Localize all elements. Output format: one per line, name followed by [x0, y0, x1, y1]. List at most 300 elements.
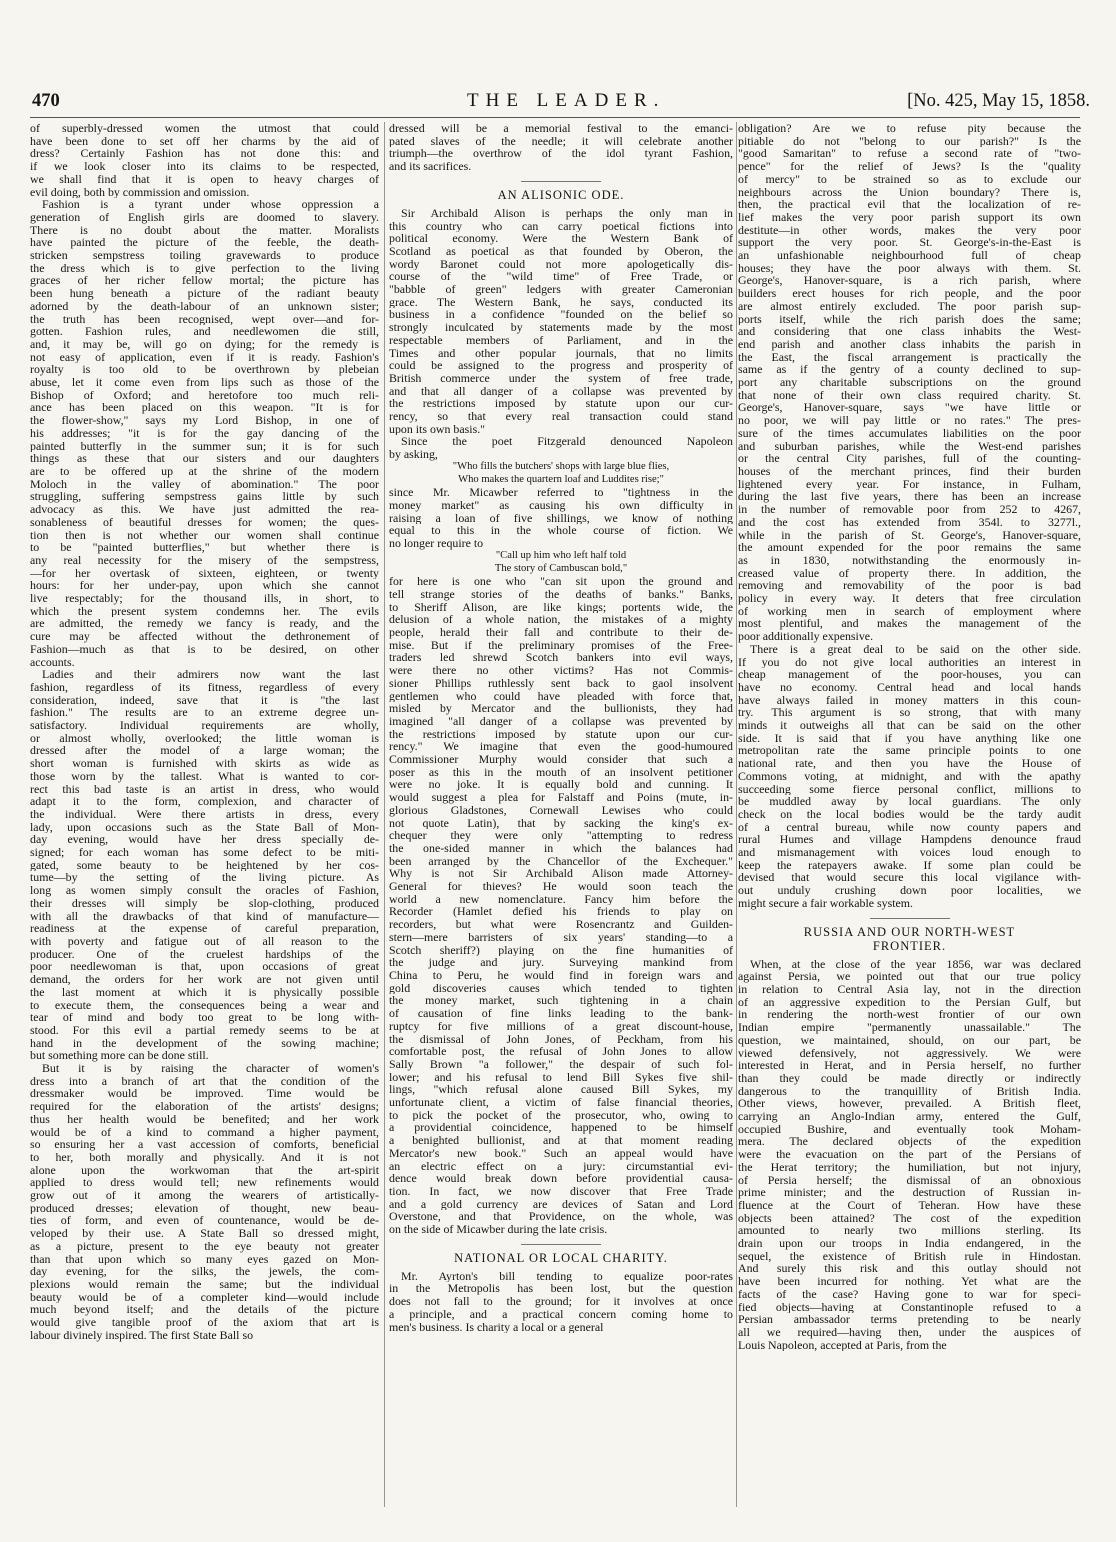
- text-line: have been incurred for nothing. Yet what are the: [738, 1275, 1081, 1288]
- text-line: then, the practical evil that the localization of re-: [738, 198, 1081, 211]
- text-line: "babble of green" ledgers with greater Cameronian: [389, 283, 733, 296]
- text-line: interested in Herat, and in Persia herself, no further: [738, 1059, 1081, 1072]
- text-line: dress? Certainly Fashion has not done this: and: [30, 147, 379, 161]
- text-line: fashion." The results are to an extreme degree un-: [30, 706, 379, 720]
- text-line: and the cost has extended from 354l. to 3277l.,: [738, 515, 1081, 529]
- text-line: could be assigned to the progress and prosperity of: [389, 359, 733, 372]
- text-line: than that upon which so many eyes gazed on Mon-: [30, 1252, 379, 1266]
- text-line: poor needlewoman is that, upon occasions of great: [30, 960, 379, 974]
- text-line: chequer they were only "attempting to redress: [389, 829, 733, 842]
- column-divider: [736, 122, 737, 1507]
- text-line: day evening, would have her dress specially de-: [30, 833, 379, 847]
- text-line: George's, Hanover-square, says "we have little or: [738, 401, 1081, 415]
- text-line: than they could be made directly or indirectly: [738, 1071, 1081, 1085]
- text-line: much beyond itself; and the details of the picture: [30, 1303, 379, 1317]
- text-line: ruptcy for five millions of a great discount-house,: [389, 1019, 733, 1033]
- text-line: minds it outweighs all that can be said on the other: [738, 719, 1081, 732]
- text-line: tell strange stories of the deaths of banks." Banks,: [389, 587, 733, 601]
- text-line: producer. One of the cruelest hardships of the: [30, 947, 379, 961]
- newspaper-title: THE LEADER.: [467, 90, 666, 111]
- text-line: gotten. Fashion rules, and needlewomen die still,: [30, 325, 379, 338]
- text-line: would be of a kind to command a higher payment,: [30, 1125, 379, 1139]
- text-line: produced dresses; elevation of thought, new beau-: [30, 1201, 379, 1215]
- text-line: Bishop of Oxford; and heretofore too much reli-: [30, 388, 379, 402]
- text-line: The story of Cambuscan bold,": [494, 562, 628, 574]
- text-line: we shall find that it is open to heavy charges of: [30, 172, 379, 186]
- text-line: triumph—the overthrow of the idol tyrant Fashion,: [389, 147, 733, 161]
- text-line: any real necessity for the misery of the sempstress,: [30, 553, 379, 567]
- text-line: same as if the gentry of a county declined to sup-: [738, 363, 1081, 377]
- text-line: tion then is not whether our women shall continue: [30, 528, 379, 542]
- text-line: sioner Phillips ruthlessly sent back to gaol insolvent: [389, 676, 733, 690]
- column-divider: [384, 122, 385, 1507]
- text-line: ports itself, while the rich parish does the same;: [738, 312, 1081, 326]
- text-line: of a central bureau, while now county papers and: [738, 820, 1081, 834]
- text-line: that none of their own class required charity. St.: [738, 388, 1081, 402]
- text-line: painted butterfly in the summer sun; it is for such: [30, 439, 379, 453]
- text-line: upon its own basis.": [389, 422, 486, 436]
- text-line: been arranged by the Chancellor of the Exchequer.": [389, 854, 733, 868]
- text-line: Commissioner Murphy would consider that such a: [389, 753, 733, 766]
- text-line: unfortunate client, a victim of false financial theories,: [389, 1096, 733, 1109]
- text-line: pence" for the relief of Jews? Is the "quality: [738, 160, 1081, 173]
- text-line: so ensuring her a vast accession of comforts, beneficial: [30, 1138, 379, 1151]
- text-line: plexions would remain the same; but the individual: [30, 1277, 379, 1291]
- text-line: most plentiful, and makes the management of the: [738, 617, 1081, 631]
- text-line: sure of the times accumulates liabilities on the poor: [738, 426, 1081, 440]
- text-line: alone upon the workwoman that the art-spirit: [30, 1163, 379, 1177]
- text-line: not easy of application, even if it is ready. Fashion's: [30, 350, 379, 364]
- text-line: prime minister; and the destruction of Russian in-: [738, 1186, 1081, 1199]
- text-line: rency, so that every real transaction could stand: [389, 410, 733, 423]
- text-line: respectable members of Parliament, and in the: [389, 333, 733, 347]
- text-line: national rate, and then you have the House of: [738, 757, 1081, 770]
- text-line: policy in every way. It deters that free circulation: [738, 592, 1081, 605]
- text-line: Recorder (Hamlet defied his friends to play on: [389, 905, 733, 919]
- text-line: Fashion—much as that is to be desired, on other: [30, 642, 379, 656]
- text-line: gold discoveries causes which tended to tighten: [389, 981, 733, 995]
- article-russia-body: [738, 958, 1081, 1352]
- text-line: in rendering the north-west frontier of our own: [738, 1008, 1081, 1022]
- text-line: out unduly crushing down poor localities, we: [738, 884, 1081, 897]
- text-line: the dress which is to give perfection to the living: [30, 261, 379, 275]
- text-line: check on the local bodies would be the tardy audit: [738, 807, 1081, 821]
- text-line: his addresses; "it is for the gay dancing of the: [30, 426, 379, 440]
- text-line: and mismanagement with voices loud enough to: [738, 846, 1081, 859]
- text-line: signed; for each woman has some defect to be miti-: [30, 846, 379, 859]
- text-line: pitiable do not "belong to our parish?" Is the: [738, 134, 1081, 148]
- text-line: but something more can be done still.: [30, 1049, 209, 1063]
- text-line: Fashion is a tyrant under whose oppression a: [42, 198, 379, 211]
- text-line: have been done to set off her charms by the aid of: [30, 134, 379, 148]
- text-line: —for her overtask of sixteen, eighteen, or twenty: [30, 566, 379, 580]
- text-line: of working men in search of employment where: [738, 604, 1081, 618]
- article-fashion: [30, 122, 379, 1342]
- text-line: for here is one who "can sit upon the ground and: [389, 575, 733, 588]
- text-line: Sally Brown "a follower," the despair of such fol-: [389, 1057, 733, 1071]
- text-line: lower; and his refusal to lend Bill Sykes five shil-: [389, 1070, 733, 1084]
- text-line: against Persia, we pointed out that our true policy: [738, 970, 1081, 983]
- text-line: grow out of it among the wearers of artistically-: [30, 1189, 379, 1202]
- text-line: the East, the fiscal arrangement is practically the: [738, 350, 1081, 364]
- text-line: George's, Hanover-square, is a rich parish, where: [738, 274, 1081, 288]
- text-line: long as women simply consult the oracles of Fashion,: [30, 884, 379, 897]
- text-line: of an aggressive expedition to the Persian Gulf, but: [738, 995, 1081, 1009]
- text-line: the Herat territory; the humiliation, but not injury,: [738, 1160, 1081, 1174]
- text-line: the dismissal of John Jones, of Peckham, from his: [389, 1032, 733, 1046]
- text-line: destitute—in other words, makes the very poor: [738, 223, 1081, 237]
- text-line: "Call up him who left half told: [495, 549, 627, 561]
- text-line: lightened every year. For instance, in Fulham,: [738, 477, 1081, 491]
- text-line: their dresses will simply be slop-clothing, produced: [30, 896, 379, 910]
- text-line: have painted the picture of the feeble, the death-: [30, 236, 379, 250]
- text-line: and that all danger of a collapse was prevented by: [389, 384, 733, 398]
- text-line: ties of form, and even of countenance, would be de-: [30, 1214, 379, 1228]
- text-line: facts of the case? Having gone to war for speci-: [738, 1287, 1081, 1301]
- text-line: try. This argument is so strong, that with many: [738, 706, 1081, 720]
- text-line: readiness at the expense of careful preparation,: [30, 922, 379, 935]
- text-line: lief makes the very poor parish support its own: [738, 210, 1081, 224]
- text-line: Persian ambassador terms pretending to be nearly: [738, 1313, 1081, 1326]
- page-number: 470: [32, 91, 60, 111]
- article-charity-continued: [738, 122, 1081, 910]
- text-line: the amount expended for the poor remains the same: [738, 541, 1081, 554]
- text-line: devised that would secure this local vigilance with-: [738, 871, 1081, 885]
- text-line: rect this bad taste is an artist in dress, who would: [30, 782, 379, 796]
- text-line: by asking,: [389, 448, 438, 461]
- text-line: occupied Bushire, and eventually took Moham-: [738, 1122, 1081, 1136]
- text-line: things as these that our sisters and our daughters: [30, 452, 379, 465]
- heading-russia-line-1: RUSSIA AND OUR NORTH-WEST: [803, 924, 1016, 939]
- text-line: strongly inculcated by statements made by the most: [389, 321, 733, 334]
- text-line: beauty would be of a completer kind—would include: [30, 1290, 379, 1304]
- text-line: Mr. Ayrton's bill tending to equalize poor-rates: [401, 1269, 733, 1283]
- text-line: no longer require to: [389, 537, 484, 550]
- text-line: imagined "all danger of a collapse was prevented by: [389, 714, 733, 728]
- heading-russia-line-2: FRONTIER.: [872, 938, 947, 953]
- text-line: a principle, and a practical concern coming home to: [389, 1307, 733, 1321]
- text-line: were no joke. It is equally bold and cunning. It: [389, 778, 733, 792]
- text-line: "Who fills the butchers' shops with large blue flies,: [452, 460, 670, 472]
- text-line: or the central City parishes, full of the counting-: [738, 452, 1081, 465]
- text-line: Who makes the quartern loaf and Luddites rise;": [458, 473, 664, 485]
- text-line: advocacy as this. We have just admitted the rea-: [30, 503, 379, 516]
- text-line: which the present system condemns her. The evils: [30, 604, 379, 618]
- text-line: course of the "wild time" of Free Trade, or: [389, 270, 733, 284]
- text-line: amounted to nearly two millions sterling. Its: [738, 1224, 1081, 1238]
- text-line: adapt it to the form, complexion, and character of: [30, 795, 379, 808]
- text-line: short woman is furnished with skirts as wide as: [30, 757, 379, 770]
- text-line: lings, "which refusal alone caused Bill Sykes, my: [389, 1083, 733, 1097]
- text-line: comfortable post, the refusal of John Jones to allow: [389, 1045, 733, 1058]
- text-line: stern—mere barristers of six years' standing—to a: [389, 930, 733, 944]
- heading-russia-frontier: [738, 925, 1081, 953]
- text-line: the restrictions imposed by statute upon our cur-: [389, 727, 733, 741]
- text-line: cure may be affected without the dethronement of: [30, 630, 379, 643]
- text-line: rency." We imagine that even the good-humoured: [389, 740, 733, 754]
- text-line: Other views, however, prevailed. A British fleet,: [738, 1097, 1081, 1111]
- text-line: equal to this in the whole course of fiction. We: [389, 524, 733, 538]
- text-line: British commerce under the system of free trade,: [389, 371, 733, 385]
- text-line: to pick the pocket of the prosecutor, who, owing to: [389, 1108, 733, 1122]
- text-line: houses of the merchant princes, find their burden: [738, 464, 1081, 478]
- text-line: dress into a branch of art that the condition of the: [30, 1074, 379, 1088]
- heading-national-charity: NATIONAL OR LOCAL CHARITY.: [454, 1250, 668, 1265]
- text-line: wordy Baronet could not more apologetically dis-: [389, 257, 733, 271]
- text-line: does not fall to the ground; for it involves at once: [389, 1295, 733, 1308]
- column-3: [738, 122, 1081, 1351]
- text-line: this country who can carry poetical fictions into: [389, 219, 733, 233]
- text-line: have no economy. Central head and local hands: [738, 680, 1081, 694]
- text-line: the one-sided manner in which the balances had: [389, 841, 733, 855]
- text-line: recorders, but what were Rosencrantz and Guilden-: [389, 918, 733, 931]
- text-line: in relation to Central Asia lay, not in the direction: [738, 983, 1081, 996]
- section-separator: [521, 181, 601, 182]
- text-line: be muddled away by local guardians. The only: [738, 795, 1081, 808]
- text-line: of mercy" to be strained so as to exclude our: [738, 172, 1081, 186]
- text-line: mera. The declared objects of the expedition: [738, 1135, 1081, 1149]
- text-line: creased value of property there. In addition, the: [738, 566, 1081, 580]
- text-line: There is a great deal to be said on the other side.: [750, 642, 1081, 656]
- text-line: world a new nomenclature. Fancy him before the: [389, 892, 733, 906]
- text-line: traders led shrewd Scotch bankers into evil ways,: [389, 651, 733, 665]
- text-line: satisfactory. Individual requirements are wholly,: [30, 719, 379, 732]
- text-line: might secure a fair workable system.: [738, 896, 913, 910]
- text-line: have always failed in money matters in this coun-: [738, 693, 1081, 707]
- text-line: mise. But if the preliminary promises of the Free-: [389, 638, 733, 652]
- text-line: as in 1830, notwithstanding the enormously in-: [738, 553, 1081, 567]
- text-line: rural Humes and village Hampdens denounce fraud: [738, 833, 1081, 847]
- text-line: pated slaves of the needle; it will celebrate another: [389, 134, 733, 148]
- text-line: dressed after the model of a large woman; the: [30, 744, 379, 758]
- text-line: required for the elaboration of the artists' designs;: [30, 1100, 379, 1113]
- text-line: Moloch in the valley of abomination." The poor: [30, 477, 379, 491]
- text-line: General for thieves? He would soon teach the: [389, 880, 733, 893]
- text-line: fashion, regardless of its fitness, regardless of every: [30, 680, 379, 694]
- text-line: veloped by their use. A State Ball so dressed might,: [30, 1227, 379, 1240]
- text-line: labour divinely inspired. The first State Ball so: [30, 1328, 254, 1342]
- text-line: generation of English girls are doomed to slavery.: [30, 210, 379, 224]
- text-line: dangerous to the tranquillity of British India.: [738, 1084, 1081, 1098]
- text-line: port any charitable subscriptions on the ground: [738, 376, 1081, 389]
- text-line: if we look closer into its claims to be respected,: [30, 160, 379, 173]
- text-line: fluence at the Court of Teheran. How have these: [738, 1198, 1081, 1212]
- text-line: houses; they have the poor always with them. St.: [738, 261, 1081, 275]
- article-alisonic-body: [389, 207, 733, 461]
- text-line: an electric effect on a jury: circumstantial evi-: [389, 1159, 733, 1173]
- text-line: and its sacrifices.: [389, 160, 472, 173]
- masthead-rule: [30, 117, 1080, 118]
- text-line: as a picture, present to the eye beauty not greater: [30, 1239, 379, 1253]
- text-line: objects been attained? The cost of the expedition: [738, 1211, 1081, 1225]
- text-line: men's business. Is charity a local or a general: [389, 1320, 604, 1334]
- text-line: grace. The Western Bank, he says, conducted its: [389, 295, 733, 309]
- article-fashion-end: [389, 122, 733, 173]
- text-line: dressed will be a memorial festival to the emanci-: [389, 122, 733, 135]
- text-line: on the side of Micawber during the late crisis.: [389, 1223, 608, 1236]
- heading-alisonic-ode: AN ALISONIC ODE.: [497, 187, 625, 202]
- text-line: thus her health would be benefited; and her work: [30, 1112, 379, 1126]
- text-line: and suburban parishes, while the West-end parishes: [738, 439, 1081, 453]
- text-line: metropolitan rate the same principle points to one: [738, 744, 1081, 758]
- text-line: sequel, the existence of British rule in Hindostan.: [738, 1249, 1081, 1263]
- text-line: dressmaker would be improved. Time would be: [30, 1087, 379, 1101]
- text-line: succeeding some fierce personal conflict, millions to: [738, 782, 1081, 796]
- text-line: drain upon our troops in India endangered, in the: [738, 1237, 1081, 1250]
- text-line: all we required—having then, under the auspices of: [738, 1325, 1081, 1339]
- text-line: tion. In fact, we now discover that Free Trade: [389, 1184, 733, 1198]
- text-line: or almost wholly, overlooked; the little woman is: [30, 731, 379, 745]
- text-line: question, we maintained, should, on our part, be: [738, 1033, 1081, 1047]
- text-line: the money market, such tightening in a chain: [389, 994, 733, 1008]
- text-line: are admitted, the remedy we fancy is ready, and the: [30, 617, 379, 631]
- article-alisonic-body-2: [389, 486, 733, 550]
- text-line: were the evacuation on the part of the Persians of: [738, 1148, 1081, 1161]
- text-line: side. It is said that if you have anything like one: [738, 731, 1081, 745]
- article-charity-body: [389, 1270, 733, 1334]
- text-line: "good Samaritan" to refuse a second rate of "two-: [738, 147, 1081, 161]
- text-line: to Sheriff Alison, are like kings; portents wide, the: [389, 600, 733, 614]
- text-line: tume—by the setting of the living picture. As: [30, 871, 379, 885]
- text-line: were there no other victims? Has not Commis-: [389, 664, 733, 677]
- text-line: If you do not give local authorities an interest in: [738, 655, 1081, 669]
- text-line: evil doing, both by commission and omission.: [30, 185, 250, 199]
- article-alisonic-body-3: [389, 575, 733, 1236]
- text-line: graces of her richer fellow mortal; the picture has: [30, 274, 379, 288]
- text-line: in the number of removable poor from 252 to 4267,: [738, 503, 1081, 516]
- text-line: support the very poor. St. George's-in-the-East is: [738, 236, 1081, 250]
- text-line: the restrictions imposed by statute upon our cur-: [389, 397, 733, 411]
- text-line: royalty is too old to be overthrown by plebeian: [30, 363, 379, 377]
- column-2: [389, 122, 733, 1333]
- text-line: Mercator's new book." Such an appeal would have: [389, 1146, 733, 1160]
- text-line: There is no doubt about the matter. Moralists: [30, 223, 379, 237]
- text-line: Louis Napoleon, accepted at Paris, from the: [738, 1338, 947, 1352]
- text-line: with all the drawbacks of that kind of manufacture—: [30, 909, 379, 923]
- text-line: keep the ratepayers awake. If some plan could be: [738, 858, 1081, 872]
- text-line: Indian empire "permanently unassailable." The: [738, 1021, 1081, 1034]
- text-line: hand in the development of the sowing machine;: [30, 1036, 379, 1050]
- text-line: of Persia herself; the dismissal of an obnoxious: [738, 1173, 1081, 1187]
- text-line: dence would break down before providential causa-: [389, 1172, 733, 1185]
- text-line: ance has been placed on this weapon. "It is for: [30, 401, 379, 415]
- text-line: and, it may be, will go on dying; for the remedy is: [30, 337, 379, 351]
- text-line: poor additionally expensive.: [738, 630, 874, 643]
- text-line: Overstone, and that Providence, on the whole, was: [389, 1210, 733, 1224]
- text-line: cheap management of the poor-houses, you can: [738, 668, 1081, 681]
- text-line: would give tangible proof of the axiom that art is: [30, 1316, 379, 1329]
- text-line: consideration, indeed, save that it is "the last: [30, 693, 379, 707]
- text-line: Scotland as poetical as that founded by Oberon, the: [389, 244, 733, 258]
- text-line: neighbours across the Union boundary? There is,: [738, 185, 1081, 199]
- text-line: people, herald their fall and contribute to their de-: [389, 626, 733, 639]
- text-line: removing and removability of the poor is bad: [738, 579, 1081, 593]
- text-line: adorned by the death-labour of an unknown sister;: [30, 299, 379, 313]
- text-line: end parish and another class inhabits the parish in: [738, 337, 1081, 351]
- text-line: obligation? Are we to refuse pity because the: [738, 122, 1081, 135]
- text-line: and a gold currency are devices of Satan and Lord: [389, 1197, 733, 1211]
- text-line: an unfashionable neighbourhood full of cheap: [738, 249, 1081, 262]
- text-line: delusion of a whole nation, the mistakes of a mighty: [389, 613, 733, 627]
- text-line: while in the parish of St. George's, Hanover-square,: [738, 528, 1081, 542]
- text-line: When, at the close of the year 1856, war was declared: [750, 957, 1081, 971]
- text-line: those worn by the tallest. What is wanted to cor-: [30, 769, 379, 783]
- text-line: and considering that one class inhabits the West-: [738, 325, 1081, 338]
- text-line: day evening, for the silks, the jewels, the com-: [30, 1265, 379, 1278]
- text-line: a benighted bullionist, and at that moment reading: [389, 1134, 733, 1147]
- text-line: struggling, suffering sempstress gains little by such: [30, 490, 379, 504]
- text-line: are to be offered up at the shrine of the modern: [30, 464, 379, 478]
- text-line: business in a confidence "founded on the belief so: [389, 308, 733, 322]
- text-line: to execute them, the consequences being a wear and: [30, 998, 379, 1012]
- text-line: the individual. Were there artists in dress, every: [30, 807, 379, 821]
- text-line: political economy. Were the Western Bank of: [389, 232, 733, 245]
- masthead: [30, 90, 1090, 116]
- text-line: no poor, we will pay little or no rates." The pres-: [738, 414, 1081, 427]
- text-line: the last moment at which it is physically possible: [30, 985, 379, 999]
- text-line: money market" as causing his own difficulty in: [389, 498, 733, 512]
- text-line: Times and other popular journals, that no limits: [389, 346, 733, 360]
- text-line: But it is by raising the character of women's: [42, 1062, 379, 1075]
- text-line: to be "painted butterflies," but whether there is: [30, 541, 379, 554]
- text-line: Ladies and their admirers now want the last: [42, 668, 379, 681]
- text-line: hours: for her under-pay, upon which she cannot: [30, 579, 379, 593]
- text-line: stricken sempstress toiling gravewards to produce: [30, 249, 379, 262]
- text-line: accounts.: [30, 655, 75, 669]
- text-line: tear of mind and body too great to be long with-: [30, 1011, 379, 1024]
- text-line: Why is not Sir Archibald Alison made Attorney-: [389, 867, 733, 881]
- section-separator: [870, 918, 950, 919]
- text-line: Sir Archibald Alison is perhaps the only man in: [401, 206, 733, 220]
- text-line: raising a loan of five shillings, we know of nothing: [389, 511, 733, 525]
- text-line: during the last five years, there has been an increase: [738, 490, 1081, 504]
- text-line: fied objects—having at Constantinople refused to a: [738, 1300, 1081, 1314]
- text-line: since Mr. Micawber referred to "tightness in the: [389, 486, 733, 499]
- text-line: poser as this in the mouth of an insolvent petitioner: [389, 765, 733, 779]
- text-line: with poverty and fatigue out of all reason to the: [30, 935, 379, 948]
- text-line: in the Metropolis has been lost, but the question: [389, 1282, 733, 1296]
- section-separator: [521, 1244, 601, 1245]
- text-line: to her, both morally and physically. And it is not: [30, 1150, 379, 1164]
- text-line: a providential coincidence, happened to be himself: [389, 1121, 733, 1135]
- text-line: would suggest a plea for Falstaff and Poins (mute, in-: [389, 791, 733, 804]
- text-line: been hung beneath a picture of the radiant beauty: [30, 287, 379, 300]
- text-line: builders erect houses for rich people, and the poor: [738, 287, 1081, 300]
- text-line: Commons voting, at midnight, and with the apathy: [738, 769, 1081, 783]
- text-line: glorious Gladstones, Cornewall Lewises who could: [389, 803, 733, 817]
- text-line: And surely this risk and this outlay should not: [738, 1262, 1081, 1276]
- text-line: abuse, let it come even from lips such as those of the: [30, 376, 379, 389]
- text-line: carrying an Anglo-Indian army, entered the Gulf,: [738, 1110, 1081, 1123]
- text-line: sonableness of beautiful dresses for women; the ques-: [30, 515, 379, 529]
- text-line: demand, the orders for her work are not given until: [30, 973, 379, 986]
- text-line: of causation of fine links leading to the bank-: [389, 1007, 733, 1020]
- text-line: gentlemen who could have pleaded with force that,: [389, 689, 733, 703]
- text-line: stood. For this evil a partial remedy seems to be at: [30, 1023, 379, 1037]
- text-line: misled by Mercator and the bullionists, they had: [389, 702, 733, 715]
- text-line: gated, some beauty to be heightened by her cos-: [30, 858, 379, 872]
- text-line: applied to dress would tell; new refinements would: [30, 1176, 379, 1190]
- text-line: Since the poet Fitzgerald denounced Napoleon: [401, 435, 733, 449]
- quote-cambuscan: [389, 550, 733, 575]
- text-line: viewed defensively, not aggressively. We were: [738, 1046, 1081, 1060]
- text-line: not quote Latin), that by sacking the king's ex-: [389, 816, 733, 830]
- text-line: Scotch sheriff?) playing on the fine humanities of: [389, 943, 733, 957]
- text-line: the flower-show," says my Lord Bishop, in one of: [30, 414, 379, 427]
- text-line: the judge and jury. Surveying mankind from: [389, 956, 733, 969]
- quote-fitzgerald: [389, 461, 733, 486]
- text-line: live respectably; for the thousand ills, in short, to: [30, 592, 379, 605]
